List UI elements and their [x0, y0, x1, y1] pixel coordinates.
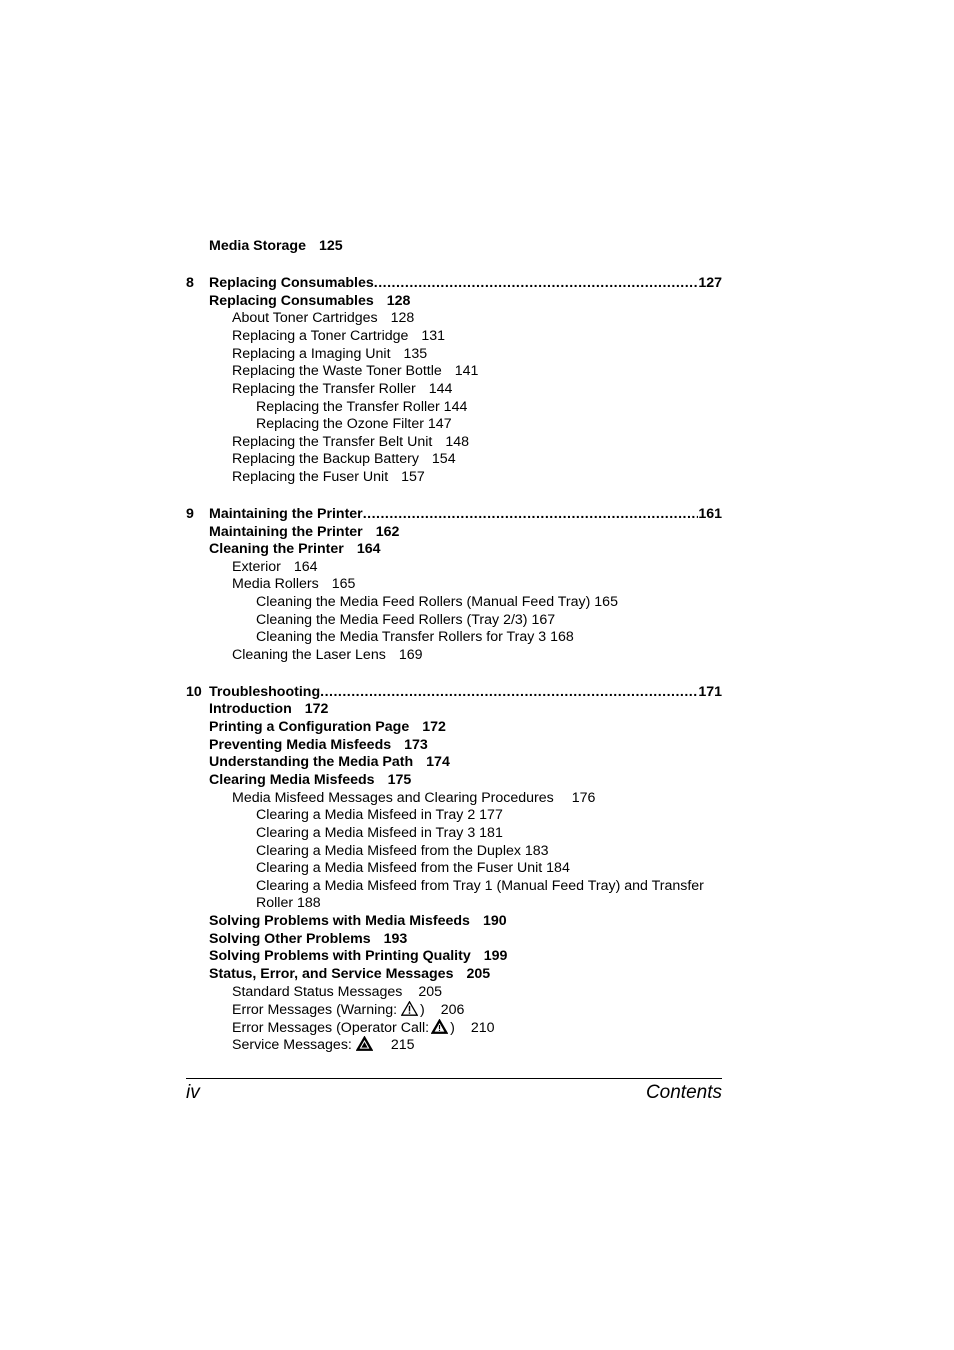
toc-subsection [232, 328, 445, 346]
toc-section [209, 719, 446, 737]
toc-subsection [232, 469, 425, 487]
entry-title: Cleaning the Printer [209, 541, 344, 557]
entry-title: Replacing the Transfer Belt Unit [232, 434, 433, 450]
toc-section [209, 754, 450, 772]
entry-title: Service Messages: [232, 1037, 352, 1053]
entry-title: Clearing a Media Misfeed from Tray 1 (Manual Feed Tray) and Transfer [256, 878, 704, 894]
chapter-title: Replacing Consumables [209, 275, 374, 291]
chapter-title: Troubleshooting [209, 684, 321, 700]
toc-subsection [232, 647, 422, 665]
toc-section [209, 948, 507, 966]
toc-subsubsection-continued [256, 895, 321, 913]
chapter-page: 161 [698, 506, 722, 522]
dot-leader [320, 684, 698, 702]
toc-subsection [232, 363, 478, 381]
chapter-page: 171 [698, 684, 722, 700]
entry-page: 169 [398, 647, 423, 663]
chapter-number: 9 [186, 506, 194, 522]
toc-section [209, 913, 507, 931]
toc-subsubsection [256, 807, 503, 825]
warning-icon [401, 1001, 418, 1016]
entry-title: About Toner Cartridges [232, 310, 378, 326]
entry-title: Status, Error, and Service Messages [209, 966, 454, 982]
toc-subsubsection [256, 399, 467, 417]
toc-subsection [232, 451, 456, 469]
entry-page: 131 [421, 328, 446, 344]
entry-title: Cleaning the Media Feed Rollers (Tray 2/3) 167 [256, 612, 556, 628]
operator-call-icon [431, 1019, 448, 1034]
entry-page: 176 [571, 790, 596, 806]
entry-title: Exterior [232, 559, 281, 575]
entry-page: 164 [293, 559, 318, 575]
footer-section-title: Contents [645, 1082, 722, 1103]
chapter-title: Maintaining the Printer [209, 506, 363, 522]
toc-section [209, 541, 380, 559]
entry-title: Clearing a Media Misfeed from the Duplex 183 [256, 843, 549, 859]
entry-title: Maintaining the Printer [209, 524, 363, 540]
chapter-heading-8 [186, 275, 722, 293]
footer-rule [186, 1078, 722, 1079]
entry-title: Introduction [209, 701, 292, 717]
entry-title-close: ) [420, 1002, 425, 1018]
toc-subsection [232, 434, 469, 452]
entry-title: Solving Other Problems [209, 931, 371, 947]
toc-subsection [232, 346, 427, 364]
toc-section [209, 931, 407, 949]
entry-page: 199 [483, 948, 508, 964]
entry-page: 135 [403, 346, 428, 362]
entry-title: Roller 188 [256, 895, 321, 911]
entry-page: 125 [318, 238, 343, 254]
entry-title: Media Rollers [232, 576, 319, 592]
entry-title: Error Messages (Warning: [232, 1002, 398, 1018]
entry-page: 128 [390, 310, 415, 326]
entry-page: 173 [404, 737, 428, 753]
entry-title-close: ) [450, 1020, 455, 1036]
toc-subsubsection [256, 825, 503, 843]
toc-subsubsection [256, 629, 574, 647]
toc-section [209, 737, 428, 755]
entry-title: Clearing Media Misfeeds [209, 772, 375, 788]
entry-title: Replacing the Waste Toner Bottle [232, 363, 442, 379]
dot-leader [363, 506, 699, 524]
entry-title: Clearing a Media Misfeed in Tray 2 177 [256, 807, 503, 823]
entry-title: Replacing the Transfer Roller [232, 381, 416, 397]
entry-page: 205 [418, 984, 443, 1000]
toc-section [209, 293, 410, 311]
toc-subsection [232, 310, 414, 328]
chapter-page: 127 [698, 275, 722, 291]
entry-page: 174 [426, 754, 450, 770]
toc-subsection [232, 1036, 415, 1054]
entry-title: Cleaning the Laser Lens [232, 647, 386, 663]
toc-subsection [232, 1019, 495, 1037]
toc-subsubsection [256, 594, 618, 612]
toc-subsection [232, 1001, 464, 1019]
entry-title: Preventing Media Misfeeds [209, 737, 392, 753]
entry-title: Replacing the Fuser Unit [232, 469, 389, 485]
toc-subsubsection [256, 416, 452, 434]
chapter-number: 8 [186, 275, 194, 291]
entry-page: 190 [482, 913, 507, 929]
toc-subsection [232, 790, 595, 808]
entry-title: Solving Problems with Media Misfeeds [209, 913, 470, 929]
entry-title: Replacing the Ozone Filter 147 [256, 416, 452, 432]
entry-page: 162 [375, 524, 400, 540]
entry-page: 206 [440, 1002, 465, 1018]
toc-subsection [232, 984, 442, 1002]
dot-leader [374, 275, 699, 293]
entry-page: 144 [428, 381, 453, 397]
entry-title: Standard Status Messages [232, 984, 403, 1000]
entry-title: Replacing the Transfer Roller 144 [256, 399, 468, 415]
entry-page: 157 [401, 469, 425, 485]
entry-title: Error Messages (Operator Call: [232, 1020, 430, 1036]
entry-title: Clearing a Media Misfeed from the Fuser Unit 184 [256, 860, 570, 876]
service-call-icon [356, 1036, 373, 1051]
entry-title: Replacing the Backup Battery [232, 451, 419, 467]
entry-page: 210 [470, 1020, 495, 1036]
toc-subsubsection [256, 843, 549, 861]
toc-subsubsection [256, 612, 555, 630]
toc-subsubsection [256, 878, 704, 896]
entry-page: 165 [331, 576, 356, 592]
entry-title: Replacing Consumables [209, 293, 374, 309]
entry-page: 172 [304, 701, 329, 717]
entry-page: 205 [466, 966, 491, 982]
toc-entry-media-storage [209, 238, 343, 256]
entry-page: 128 [386, 293, 411, 309]
entry-page: 175 [387, 772, 412, 788]
entry-title: Printing a Configuration Page [209, 719, 410, 735]
entry-title: Cleaning the Media Feed Rollers (Manual Feed Tray) 165 [256, 594, 618, 610]
entry-title: Cleaning the Media Transfer Rollers for Tray 3 168 [256, 629, 574, 645]
chapter-heading-10 [186, 684, 722, 702]
entry-page: 154 [431, 451, 456, 467]
entry-title: Media Misfeed Messages and Clearing Procedures [232, 790, 554, 806]
toc-section [209, 966, 490, 984]
chapter-heading-9 [186, 506, 722, 524]
footer-page-number: iv [186, 1082, 200, 1103]
entry-page: 215 [390, 1037, 415, 1053]
entry-title: Solving Problems with Printing Quality [209, 948, 471, 964]
chapter-number: 10 [186, 684, 202, 700]
toc-subsection [232, 576, 355, 594]
entry-title: Understanding the Media Path [209, 754, 414, 770]
entry-title: Clearing a Media Misfeed in Tray 3 181 [256, 825, 503, 841]
entry-title: Replacing a Imaging Unit [232, 346, 391, 362]
toc-subsection [232, 381, 452, 399]
entry-page: 164 [356, 541, 381, 557]
toc-section [209, 772, 411, 790]
entry-title: Media Storage [209, 238, 306, 254]
entry-title: Replacing a Toner Cartridge [232, 328, 409, 344]
toc-subsection [232, 559, 318, 577]
toc-subsubsection [256, 860, 570, 878]
toc-section [209, 701, 328, 719]
toc-section [209, 524, 399, 542]
entry-page: 193 [383, 931, 408, 947]
entry-page: 148 [445, 434, 469, 450]
entry-page: 172 [422, 719, 446, 735]
entry-page: 141 [454, 363, 479, 379]
